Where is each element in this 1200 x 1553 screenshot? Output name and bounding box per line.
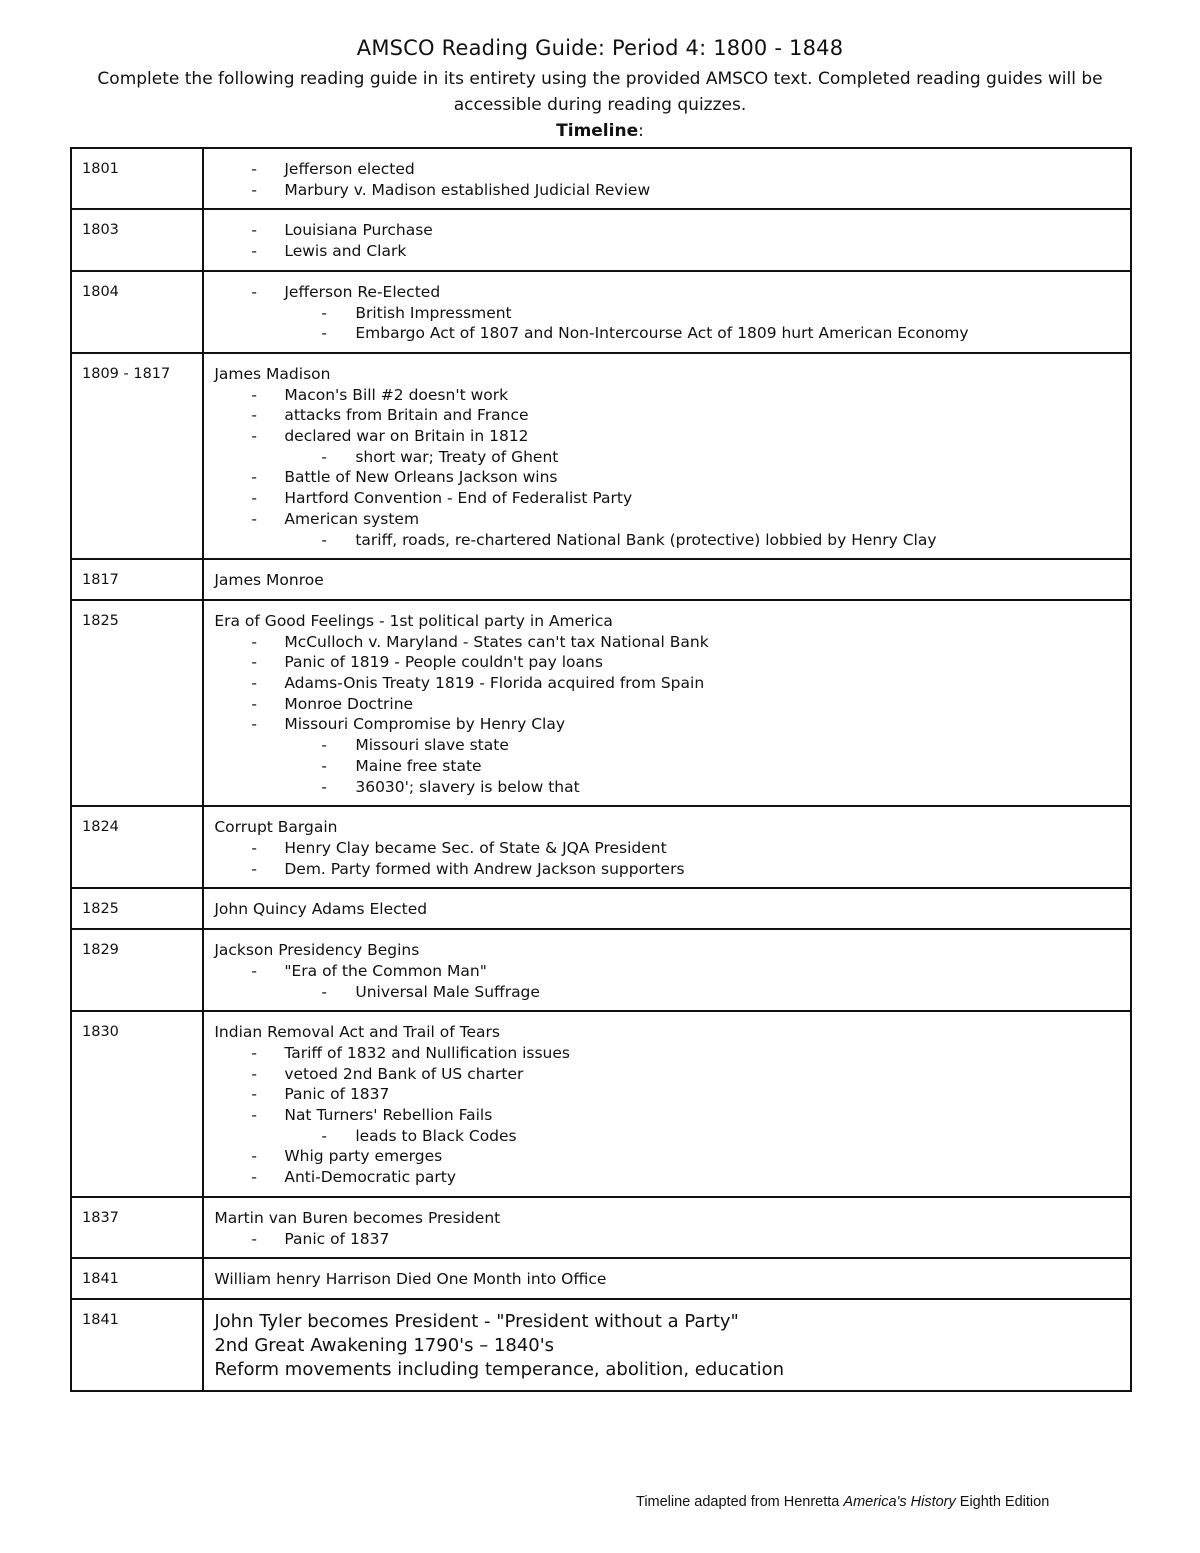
- year-cell: 1824: [71, 806, 203, 888]
- list-item: - Jefferson elected: [214, 159, 1120, 180]
- event-heading: Corrupt Bargain: [214, 818, 338, 837]
- event-heading: James Madison: [214, 364, 331, 383]
- timeline-heading: [0, 118, 1200, 144]
- event-heading: 2nd Great Awakening 1790's – 1840's: [214, 1334, 555, 1356]
- year-cell: 1817: [71, 559, 203, 600]
- event-heading: Martin van Buren becomes President: [214, 1208, 501, 1227]
- list-item: - Henry Clay became Sec. of State & JQA President: [214, 838, 1120, 859]
- year-cell: 1829: [71, 929, 203, 1011]
- year-cell: 1809 - 1817: [71, 353, 203, 559]
- year-cell: 1804: [71, 271, 203, 353]
- events-cell: [203, 1258, 1131, 1299]
- events-cell: [203, 1299, 1131, 1391]
- table-row: [71, 806, 1131, 888]
- list-item: - vetoed 2nd Bank of US charter: [214, 1064, 1120, 1085]
- year-cell: 1837: [71, 1197, 203, 1258]
- list-item: - Embargo Act of 1807 and Non-Intercourse Act of 1809 hurt American Economy: [214, 323, 1120, 344]
- table-row: [71, 1011, 1131, 1197]
- list-item: - Louisiana Purchase: [214, 220, 1120, 241]
- year-cell: 1801: [71, 148, 203, 209]
- list-item: - Nat Turners' Rebellion Fails: [214, 1105, 1120, 1126]
- year-cell: 1825: [71, 600, 203, 806]
- events-cell: [203, 1197, 1131, 1258]
- list-item: - Missouri slave state: [214, 735, 1120, 756]
- list-item: - Panic of 1837: [214, 1229, 1120, 1250]
- list-item: - tariff, roads, re-chartered National Bank (protective) lobbied by Henry Clay: [214, 530, 1120, 551]
- year-cell: 1841: [71, 1258, 203, 1299]
- events-cell: [203, 806, 1131, 888]
- table-row: [71, 559, 1131, 600]
- timeline-label: Timeline: [556, 121, 639, 141]
- events-cell: [203, 888, 1131, 929]
- event-heading: Era of Good Feelings - 1st political party in America: [214, 611, 613, 630]
- list-item: - Dem. Party formed with Andrew Jackson supporters: [214, 859, 1120, 880]
- list-item: - Lewis and Clark: [214, 241, 1120, 262]
- list-item: - Universal Male Suffrage: [214, 982, 1120, 1003]
- list-item: - declared war on Britain in 1812: [214, 426, 1120, 447]
- events-cell: [203, 209, 1131, 270]
- source-note: [636, 1494, 1049, 1510]
- table-row: [71, 1197, 1131, 1258]
- list-item: - Marbury v. Madison established Judicial Review: [214, 180, 1120, 201]
- event-heading: William henry Harrison Died One Month into Office: [214, 1270, 607, 1289]
- events-cell: [203, 148, 1131, 209]
- list-item: - Anti-Democratic party: [214, 1167, 1120, 1188]
- year-cell: 1803: [71, 209, 203, 270]
- year-cell: 1825: [71, 888, 203, 929]
- table-row: [71, 209, 1131, 270]
- list-item: - leads to Black Codes: [214, 1126, 1120, 1147]
- list-item: - Jefferson Re-Elected: [214, 282, 1120, 303]
- list-item: - Whig party emerges: [214, 1146, 1120, 1167]
- source-book-title: America's History: [843, 1494, 956, 1510]
- year-cell: 1841: [71, 1299, 203, 1391]
- list-item: - McCulloch v. Maryland - States can't tax National Bank: [214, 632, 1120, 653]
- list-item: - Panic of 1819 - People couldn't pay loans: [214, 652, 1120, 673]
- page-header: [0, 30, 1200, 144]
- list-item: - American system: [214, 509, 1120, 530]
- list-item: - short war; Treaty of Ghent: [214, 447, 1120, 468]
- list-item: - "Era of the Common Man": [214, 961, 1120, 982]
- list-item: - Tariff of 1832 and Nullification issues: [214, 1043, 1120, 1064]
- events-cell: [203, 353, 1131, 559]
- event-heading: John Quincy Adams Elected: [214, 900, 428, 919]
- intro-instructions: Complete the following reading guide in its entirety using the provided AMSCO text. Completed reading guides will be accessible during reading quizzes.: [97, 69, 1103, 115]
- list-item: - Macon's Bill #2 doesn't work: [214, 385, 1120, 406]
- timeline-colon: :: [638, 121, 644, 141]
- list-item: - Panic of 1837: [214, 1084, 1120, 1105]
- event-heading: Reform movements including temperance, abolition, education: [214, 1358, 785, 1380]
- table-row: [71, 271, 1131, 353]
- source-prefix: Timeline adapted from Henretta: [636, 1494, 844, 1510]
- events-cell: [203, 1011, 1131, 1197]
- list-item: - Hartford Convention - End of Federalist Party: [214, 488, 1120, 509]
- event-heading: John Tyler becomes President - "President without a Party": [214, 1310, 739, 1332]
- event-heading: James Monroe: [214, 571, 324, 590]
- table-row: [71, 929, 1131, 1011]
- list-item: - Missouri Compromise by Henry Clay: [214, 714, 1120, 735]
- table-row: [71, 1299, 1131, 1391]
- event-heading: Jackson Presidency Begins: [214, 941, 420, 960]
- list-item: - British Impressment: [214, 303, 1120, 324]
- table-row: [71, 888, 1131, 929]
- list-item: - Maine free state: [214, 756, 1120, 777]
- list-item: - Monroe Doctrine: [214, 694, 1120, 715]
- list-item: - Battle of New Orleans Jackson wins: [214, 467, 1120, 488]
- table-row: [71, 148, 1131, 209]
- events-cell: [203, 929, 1131, 1011]
- page-title: AMSCO Reading Guide: Period 4: 1800 - 1848: [356, 36, 844, 60]
- list-item: - attacks from Britain and France: [214, 405, 1120, 426]
- timeline-table: [70, 147, 1132, 1392]
- list-item: - 36030'; slavery is below that: [214, 777, 1120, 798]
- year-cell: 1830: [71, 1011, 203, 1197]
- source-suffix: Eighth Edition: [955, 1494, 1050, 1510]
- table-row: [71, 353, 1131, 559]
- table-row: [71, 1258, 1131, 1299]
- events-cell: [203, 559, 1131, 600]
- events-cell: [203, 271, 1131, 353]
- table-row: [71, 600, 1131, 806]
- list-item: - Adams-Onis Treaty 1819 - Florida acquired from Spain: [214, 673, 1120, 694]
- event-heading: Indian Removal Act and Trail of Tears: [214, 1023, 500, 1042]
- events-cell: [203, 600, 1131, 806]
